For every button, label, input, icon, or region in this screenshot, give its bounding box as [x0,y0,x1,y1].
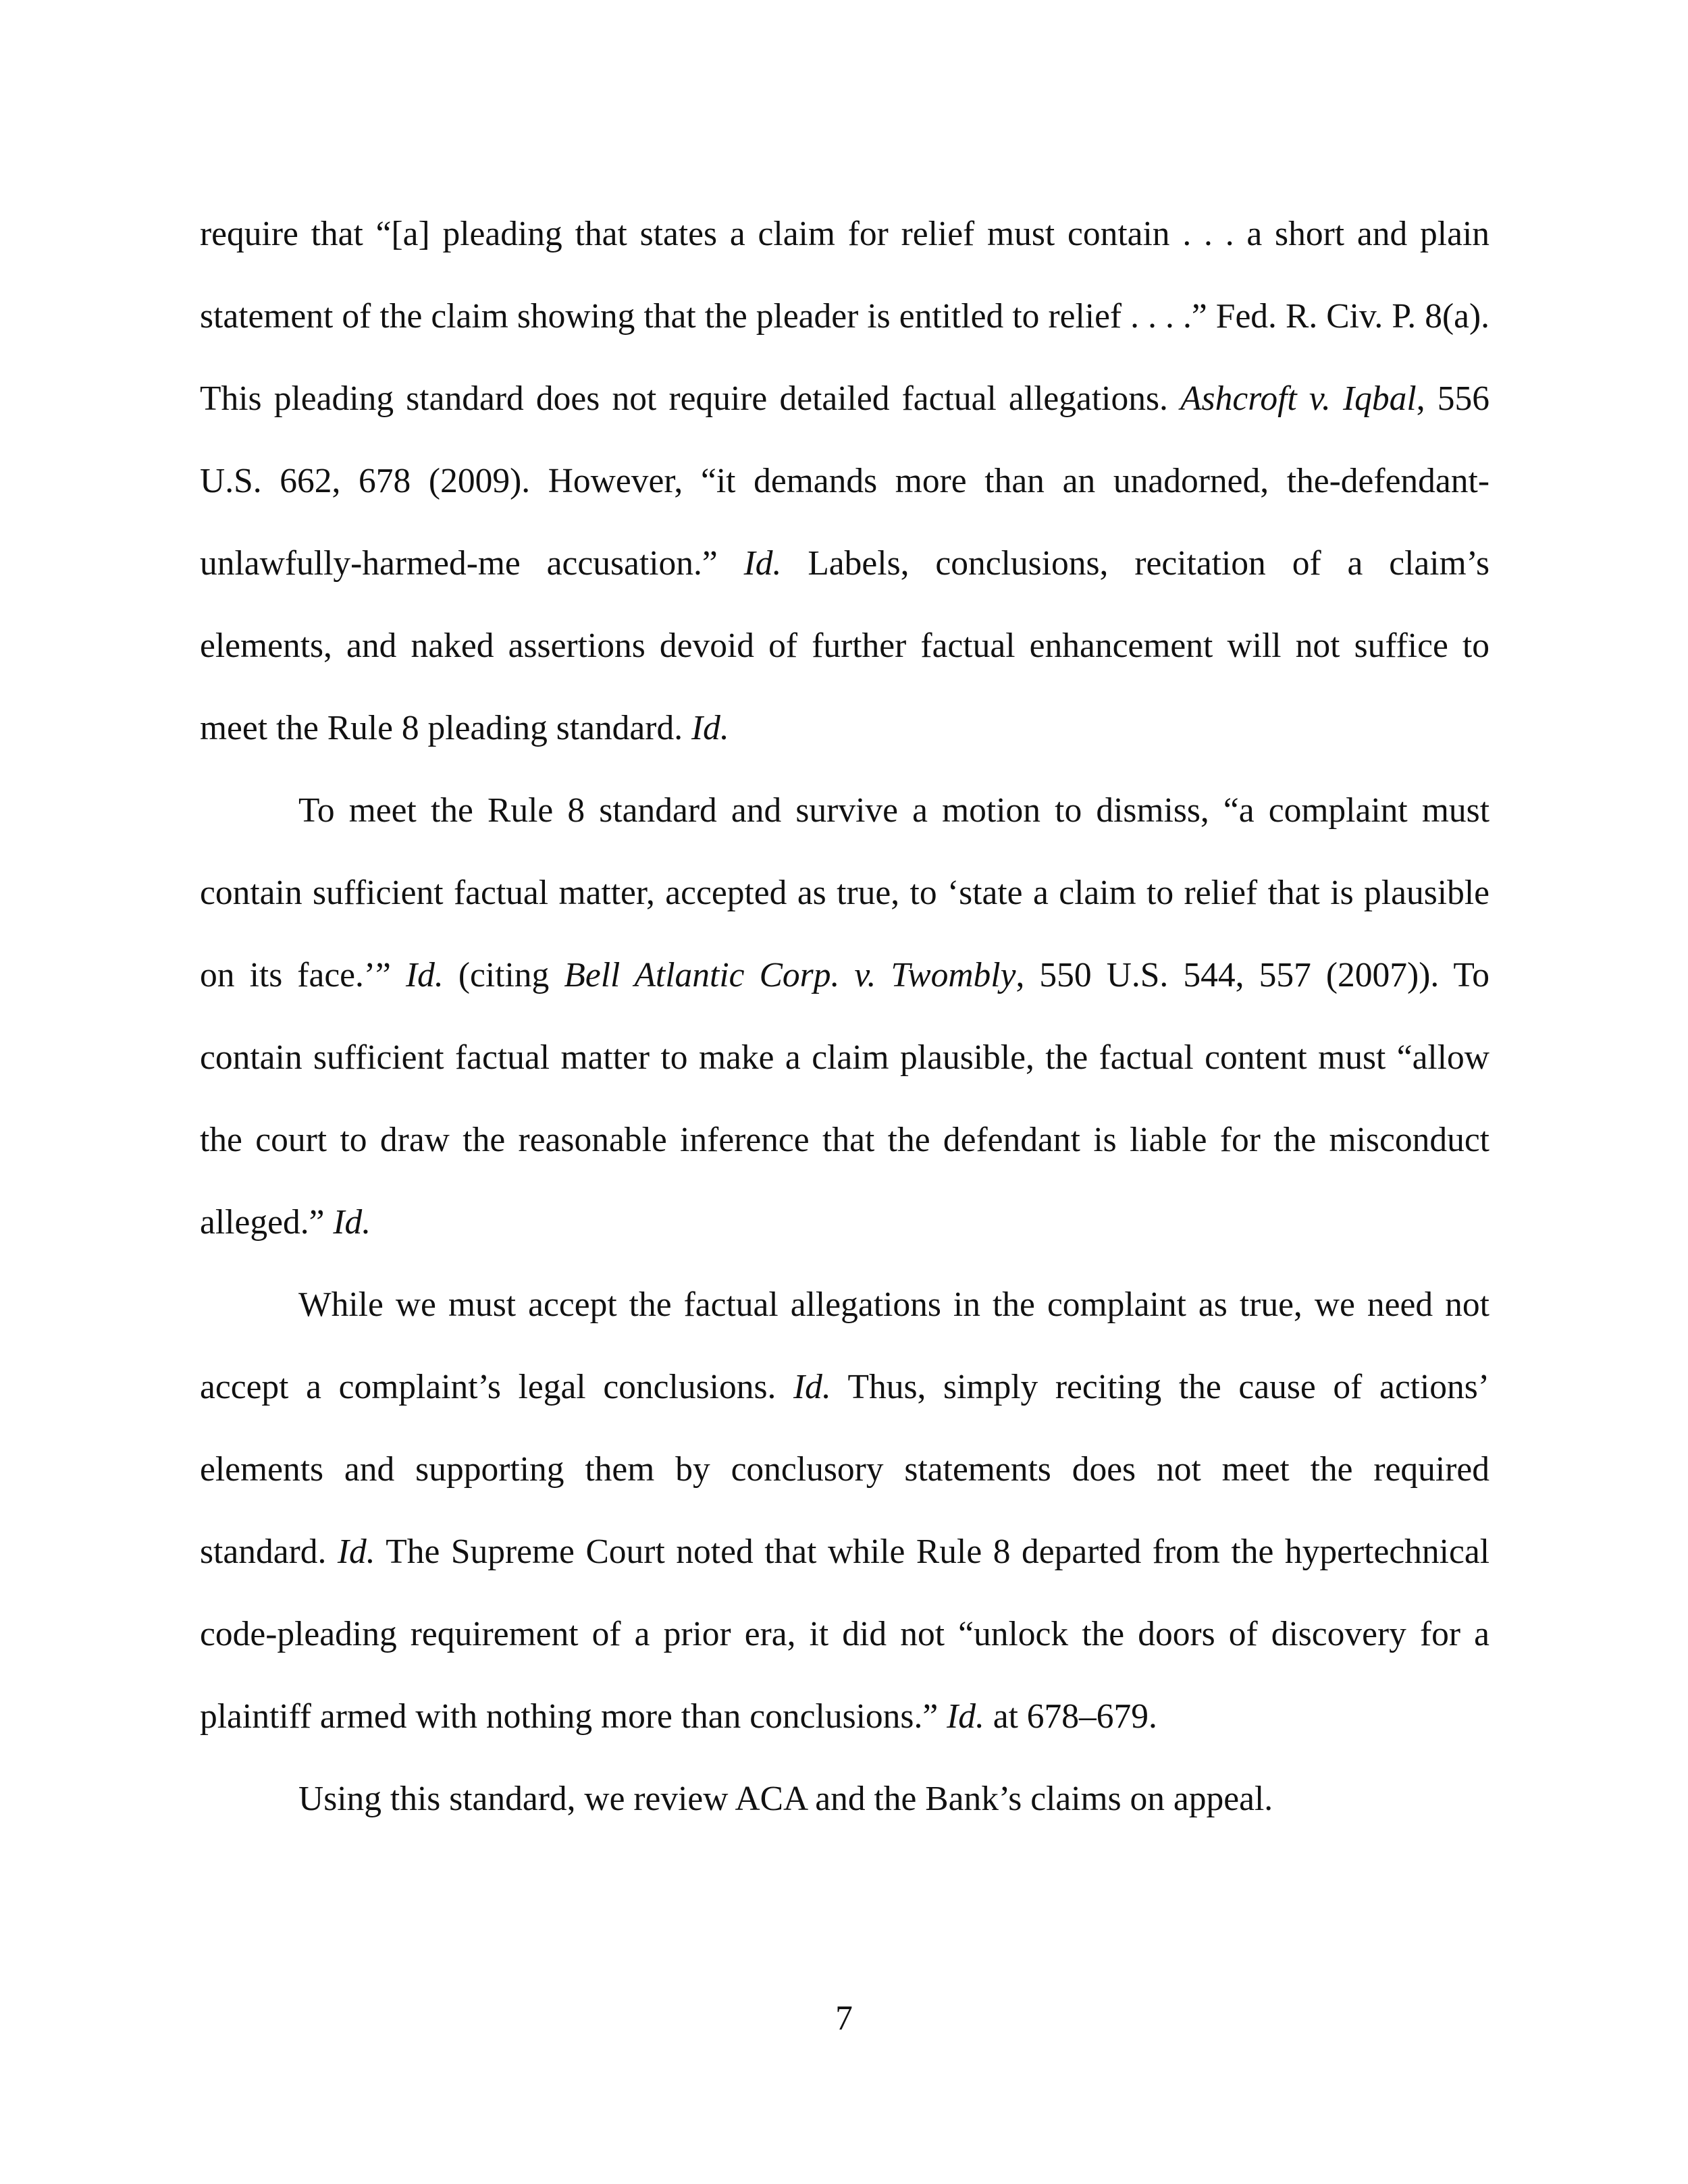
id-citation: Id. [743,544,782,583]
text-segment: While we must accept the factual allegations in the complaint as true, we need not accept a complaint’s legal conclusions. [200,1285,1489,1406]
paragraph-4 [200,1758,1489,1840]
paragraph-2 [200,770,1489,1264]
paragraph-3 [200,1264,1489,1758]
page-number: 7 [835,1999,853,2037]
text-segment: (citing [443,956,564,994]
id-citation: Id. [406,956,444,994]
text-segment: Labels, conclusions, recitation of a claim’s elements, and naked assertions devoid of further factual enhancement will not suffice to meet the Rule 8 pleading standard. [200,544,1489,747]
text-segment: To meet the Rule 8 standard and survive a motion to dismiss, “a complaint must contain sufficient factual matter, accepted as true, to ‘state a claim to relief that is plausible on its face.’” [200,791,1489,994]
id-citation: Id. [333,1203,371,1242]
text-segment: , 556 U.S. 662, 678 (2009). However, “it demands more than an unadorned, the-defendant-unlawfully-harmed-me accusation.” [200,379,1489,583]
text-segment: require that “[a] pleading that states a claim for relief must contain . . . a short and plain statement of the claim showing that the pleader is entitled to relief . . . .” Fed. R. Civ. P. 8(a). This pleading standard does not require detailed factual allegations. [200,215,1489,418]
body-text [200,193,1489,1840]
text-segment: Thus, simply reciting the cause of actions’ elements and supporting them by conclusory statements does not meet the required standard. [200,1368,1489,1571]
id-citation: Id. [793,1368,831,1406]
paragraph-1 [200,193,1489,770]
id-citation: Id. [337,1533,375,1571]
text-segment: , 550 U.S. 544, 557 (2007)). To contain sufficient factual matter to make a claim plausible, the factual content must “allow the court to draw the reasonable inference that the defendant is liable for the misconduct alleged.” [200,956,1489,1242]
case-citation: Bell Atlantic Corp. v. Twombly [564,956,1016,994]
id-citation: Id. [691,709,729,747]
case-citation: Ashcroft v. Iqbal [1180,379,1417,418]
text-segment: The Supreme Court noted that while Rule 8 departed from the hypertechnical code-pleading requirement of a prior era, it did not “unlock the doors of discovery for a plaintiff armed with nothing more than conclusions.” [200,1533,1489,1736]
id-citation: Id. [947,1697,984,1736]
text-segment: at 678–679. [984,1697,1157,1736]
text-segment: Using this standard, we review ACA and the Bank’s claims on appeal. [298,1780,1273,1818]
